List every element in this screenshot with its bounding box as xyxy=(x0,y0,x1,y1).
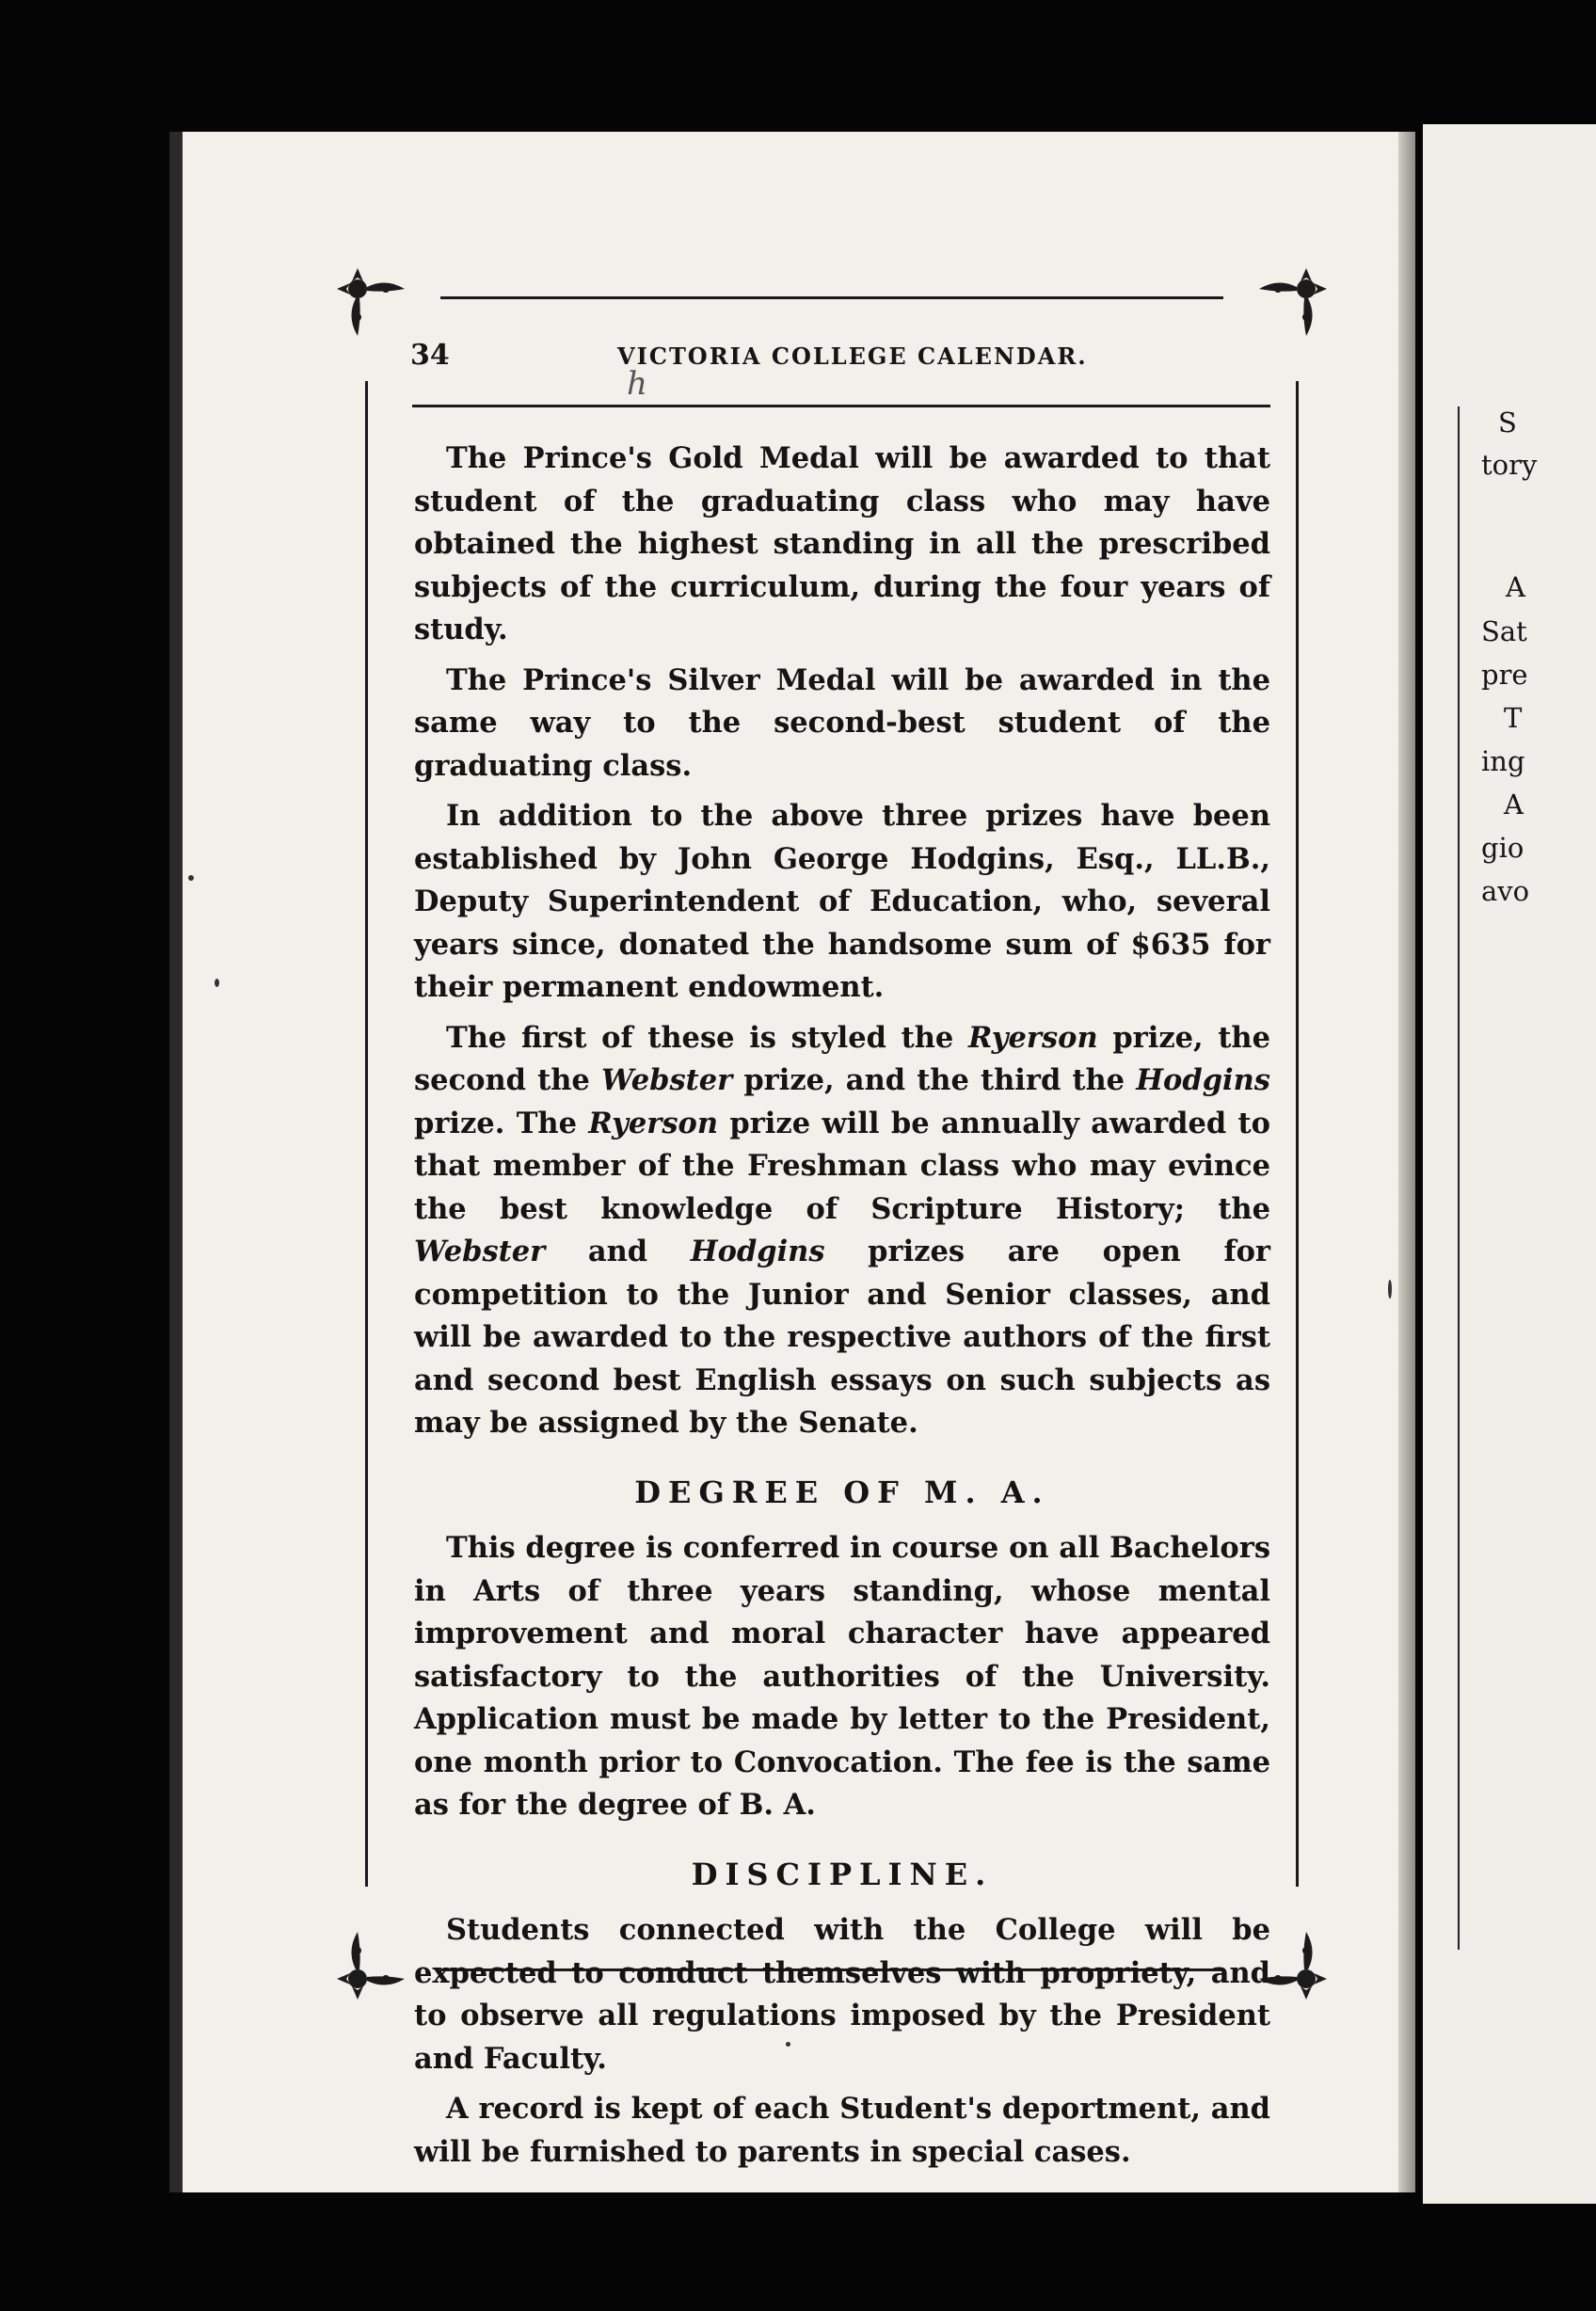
heading-discipline: DISCIPLINE. xyxy=(691,1856,994,1892)
adjacent-fragment: A xyxy=(1506,571,1525,603)
adjacent-fragment: pre xyxy=(1481,659,1528,691)
running-head: VICTORIA COLLEGE CALENDAR. xyxy=(617,343,1088,370)
heading-degree-ma: DEGREE OF M. A. xyxy=(634,1474,1050,1510)
adjacent-fragment: Sat xyxy=(1481,615,1527,647)
paragraph-discipline-conduct: Students connected with the College will be expected to conduct themselves with propriety, and to observe all regulations imposed by the President and Faculty. xyxy=(414,1913,1270,2076)
corner-ornament-icon xyxy=(329,261,414,345)
scan-speck xyxy=(786,2042,790,2047)
paragraph-gold-medal: The Prince's Gold Medal will be awarded to that student of the graduating class who may have obtained the highest standing in all the prescribed subjects of the curriculum, during the four years of study. xyxy=(414,441,1270,646)
frame-rule-right xyxy=(1296,381,1299,1887)
frame-rule-left xyxy=(365,381,368,1887)
paragraph-hodgins-endowment: In addition to the above three prizes have been established by John George Hodgins, Esq., LL.B., Deputy Superintendent of Education, who, several years since, donated the handsome sum of $635 for their permanent endowment. xyxy=(414,799,1270,1004)
adjacent-fragment: T xyxy=(1504,702,1523,734)
page-body xyxy=(414,438,1270,2181)
page-header xyxy=(410,339,1270,403)
scan-speck xyxy=(215,979,219,987)
page-number: 34 xyxy=(410,339,450,372)
printed-page-frame xyxy=(365,296,1299,2169)
scan-speck xyxy=(1388,1280,1392,1299)
adjacent-fragment: tory xyxy=(1481,449,1538,481)
adjacent-fragment: ing xyxy=(1481,745,1525,777)
paragraph-prizes: The first of these is styled the Ryerson prize, the second the Webster prize, and the third the Hodgins prize. The Ryerson prize will be annually awarded to that member of the Freshman class who may evince the best knowledge of Scripture History; the Webster and Hodgins prizes are open for competition to the Junior and Senior classes, and will be awarded to the respective authors of the first and second best English essays on such subjects as may be assigned by the Senate. xyxy=(414,1020,1271,1440)
paragraph-silver-medal: The Prince's Silver Medal will be awarded in the same way to the second-best student of the graduating class. xyxy=(414,662,1270,783)
corner-ornament-icon xyxy=(329,1922,414,2007)
adjacent-page-strip xyxy=(1423,124,1596,2204)
paragraph-degree-ma: This degree is conferred in course on all Bachelors in Arts of three years standing, whose mental improvement and moral character have appeared satisfactory to the authorities of the University. Application must be made by letter to the President, one month prior to Convocation. The fee is the same as for the degree of B. A. xyxy=(414,1531,1270,1822)
pencil-annotation: h xyxy=(627,365,647,403)
adjacent-page-frame-line xyxy=(1458,406,1460,1950)
adjacent-fragment: avo xyxy=(1481,875,1530,907)
page-edge-shadow xyxy=(1398,132,1415,2192)
frame-rule-top xyxy=(440,296,1223,299)
scan-speck xyxy=(188,875,194,881)
adjacent-fragment: gio xyxy=(1481,832,1524,864)
paragraph-discipline-record: A record is kept of each Student's deportment, and will be furnished to parents in special cases. xyxy=(414,2092,1270,2169)
adjacent-fragment: A xyxy=(1504,789,1524,821)
adjacent-fragment: S xyxy=(1498,406,1517,438)
corner-ornament-icon xyxy=(1250,261,1334,345)
header-rule xyxy=(412,405,1270,407)
